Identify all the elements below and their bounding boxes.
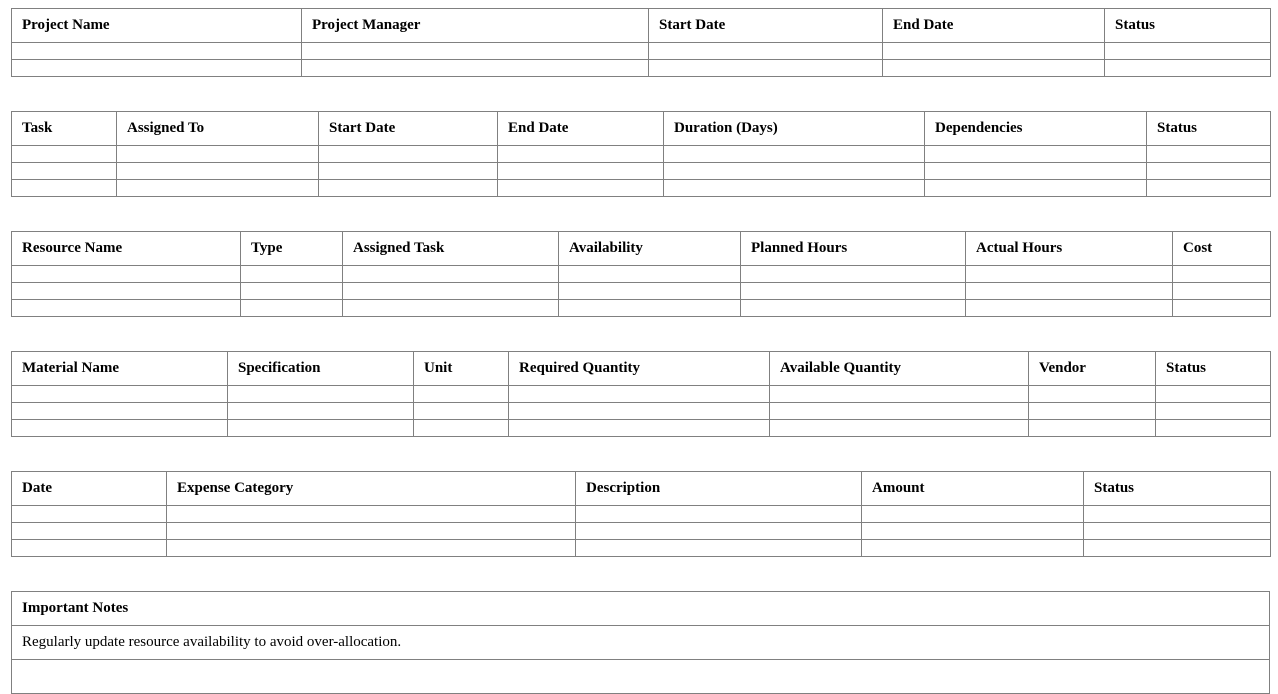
table-cell[interactable]: [1029, 403, 1156, 420]
table-cell[interactable]: [167, 506, 576, 523]
project-overview-header: [12, 9, 1271, 43]
column-header: Start Date: [319, 112, 498, 146]
table-row: [12, 146, 1271, 163]
table-cell[interactable]: [12, 266, 241, 283]
project-overview-table: [11, 8, 1271, 77]
table-row: [12, 386, 1271, 403]
column-header: Dependencies: [925, 112, 1147, 146]
table-cell[interactable]: [741, 266, 966, 283]
table-cell[interactable]: [1173, 283, 1271, 300]
table-cell[interactable]: [12, 146, 117, 163]
column-header: Type: [241, 232, 343, 266]
column-header: End Date: [883, 9, 1105, 43]
material-inventory-table: [11, 351, 1271, 437]
table-cell[interactable]: [302, 60, 649, 77]
note-row: [12, 660, 1270, 694]
important-notes-header-label: Important Notes: [12, 592, 1270, 626]
table-cell[interactable]: [649, 43, 883, 60]
column-header: Availability: [559, 232, 741, 266]
table-cell[interactable]: [12, 180, 117, 197]
important-notes-body: [12, 626, 1270, 694]
table-cell[interactable]: [862, 506, 1084, 523]
table-cell[interactable]: [576, 523, 862, 540]
table-cell[interactable]: [498, 146, 664, 163]
table-cell[interactable]: [1173, 300, 1271, 317]
table-header-row: [12, 232, 1271, 266]
table-cell[interactable]: [1156, 403, 1271, 420]
important-notes-table: [11, 591, 1270, 694]
table-cell[interactable]: [1084, 540, 1271, 557]
table-cell[interactable]: [12, 163, 117, 180]
table-cell[interactable]: [1156, 386, 1271, 403]
table-cell[interactable]: [302, 43, 649, 60]
table-cell[interactable]: [1029, 386, 1156, 403]
table-cell[interactable]: [12, 283, 241, 300]
column-header: Assigned Task: [343, 232, 559, 266]
table-row: [12, 266, 1271, 283]
table-cell[interactable]: [228, 403, 414, 420]
table-cell[interactable]: [498, 180, 664, 197]
column-header: Available Quantity: [770, 352, 1029, 386]
column-header: Status: [1105, 9, 1271, 43]
table-cell[interactable]: [883, 60, 1105, 77]
table-row: [12, 283, 1271, 300]
table-cell[interactable]: [1084, 506, 1271, 523]
task-schedule-body: [12, 146, 1271, 197]
table-cell[interactable]: [509, 386, 770, 403]
table-header-row: [12, 592, 1270, 626]
column-header: Vendor: [1029, 352, 1156, 386]
table-row: [12, 180, 1271, 197]
table-cell[interactable]: [343, 283, 559, 300]
table-cell[interactable]: [319, 180, 498, 197]
important-notes-header: [12, 592, 1270, 626]
column-header: Cost: [1173, 232, 1271, 266]
column-header: Expense Category: [167, 472, 576, 506]
table-cell[interactable]: [241, 266, 343, 283]
table-row: [12, 60, 1271, 77]
table-cell[interactable]: [770, 386, 1029, 403]
table-cell[interactable]: [664, 146, 925, 163]
table-cell[interactable]: [509, 403, 770, 420]
column-header: Project Manager: [302, 9, 649, 43]
table-header-row: [12, 9, 1271, 43]
column-header: Actual Hours: [966, 232, 1173, 266]
table-cell[interactable]: [1173, 266, 1271, 283]
table-cell[interactable]: [414, 386, 509, 403]
table-cell[interactable]: [414, 420, 509, 437]
table-cell[interactable]: [12, 43, 302, 60]
column-header: Description: [576, 472, 862, 506]
resource-allocation-body: [12, 266, 1271, 317]
table-cell[interactable]: [414, 403, 509, 420]
note-text[interactable]: [12, 660, 1270, 694]
table-row: [12, 403, 1271, 420]
table-cell[interactable]: [117, 163, 319, 180]
column-header: End Date: [498, 112, 664, 146]
table-row: [12, 300, 1271, 317]
table-cell[interactable]: [343, 266, 559, 283]
table-cell[interactable]: [862, 523, 1084, 540]
table-cell[interactable]: [509, 420, 770, 437]
table-cell[interactable]: [12, 60, 302, 77]
table-cell[interactable]: [770, 403, 1029, 420]
task-schedule-table: [11, 111, 1271, 197]
table-cell[interactable]: [319, 146, 498, 163]
column-header: Status: [1156, 352, 1271, 386]
column-header: Amount: [862, 472, 1084, 506]
column-header: Project Name: [12, 9, 302, 43]
expense-log-table: [11, 471, 1271, 557]
tables-container: [11, 8, 1270, 557]
task-schedule-header: [12, 112, 1271, 146]
table-cell[interactable]: [319, 163, 498, 180]
table-cell[interactable]: [664, 180, 925, 197]
resource-allocation-table: [11, 231, 1271, 317]
table-cell[interactable]: [498, 163, 664, 180]
column-header: Duration (Days): [664, 112, 925, 146]
column-header: Material Name: [12, 352, 228, 386]
table-cell[interactable]: [12, 523, 167, 540]
table-cell[interactable]: [664, 163, 925, 180]
table-cell[interactable]: [12, 506, 167, 523]
table-cell[interactable]: [1029, 420, 1156, 437]
table-cell[interactable]: [925, 146, 1147, 163]
expense-log-header: [12, 472, 1271, 506]
table-cell[interactable]: [770, 420, 1029, 437]
column-header: Task: [12, 112, 117, 146]
table-cell[interactable]: [576, 540, 862, 557]
column-header: Planned Hours: [741, 232, 966, 266]
table-cell[interactable]: [12, 403, 228, 420]
table-cell[interactable]: [167, 523, 576, 540]
expense-log-body: [12, 506, 1271, 557]
table-cell[interactable]: [1147, 163, 1271, 180]
table-cell[interactable]: [883, 43, 1105, 60]
table-cell[interactable]: [343, 300, 559, 317]
table-cell[interactable]: [1147, 146, 1271, 163]
table-cell[interactable]: [862, 540, 1084, 557]
table-cell[interactable]: [559, 283, 741, 300]
table-cell[interactable]: [966, 283, 1173, 300]
column-header: Assigned To: [117, 112, 319, 146]
table-cell[interactable]: [559, 300, 741, 317]
table-row: [12, 506, 1271, 523]
table-header-row: [12, 472, 1271, 506]
column-header: Specification: [228, 352, 414, 386]
table-row: [12, 420, 1271, 437]
table-cell[interactable]: [966, 300, 1173, 317]
column-header: Start Date: [649, 9, 883, 43]
column-header: Status: [1147, 112, 1271, 146]
table-cell[interactable]: [241, 300, 343, 317]
table-cell[interactable]: [117, 180, 319, 197]
table-cell[interactable]: [1105, 60, 1271, 77]
column-header: Resource Name: [12, 232, 241, 266]
table-cell[interactable]: [241, 283, 343, 300]
table-cell[interactable]: [966, 266, 1173, 283]
table-cell[interactable]: [117, 146, 319, 163]
resource-allocation-header: [12, 232, 1271, 266]
table-cell[interactable]: [12, 386, 228, 403]
table-cell[interactable]: [741, 283, 966, 300]
table-cell[interactable]: [228, 386, 414, 403]
table-cell[interactable]: [1156, 420, 1271, 437]
table-cell[interactable]: [559, 266, 741, 283]
column-header: Unit: [414, 352, 509, 386]
column-header: Status: [1084, 472, 1271, 506]
table-row: [12, 163, 1271, 180]
table-cell[interactable]: [741, 300, 966, 317]
table-header-row: [12, 352, 1271, 386]
table-cell[interactable]: [1084, 523, 1271, 540]
table-cell[interactable]: [167, 540, 576, 557]
table-cell[interactable]: [228, 420, 414, 437]
column-header: Date: [12, 472, 167, 506]
project-overview-body: [12, 43, 1271, 77]
table-cell[interactable]: [649, 60, 883, 77]
table-row: [12, 540, 1271, 557]
note-row: [12, 626, 1270, 660]
table-cell[interactable]: [576, 506, 862, 523]
table-cell[interactable]: [925, 180, 1147, 197]
table-row: [12, 43, 1271, 60]
table-cell[interactable]: [925, 163, 1147, 180]
table-cell[interactable]: [1147, 180, 1271, 197]
table-header-row: [12, 112, 1271, 146]
material-inventory-body: [12, 386, 1271, 437]
note-text[interactable]: Regularly update resource availability to avoid over-allocation.: [12, 626, 1270, 660]
table-cell[interactable]: [12, 300, 241, 317]
table-cell[interactable]: [12, 420, 228, 437]
table-cell[interactable]: [12, 540, 167, 557]
material-inventory-header: [12, 352, 1271, 386]
column-header: Required Quantity: [509, 352, 770, 386]
table-cell[interactable]: [1105, 43, 1271, 60]
table-row: [12, 523, 1271, 540]
